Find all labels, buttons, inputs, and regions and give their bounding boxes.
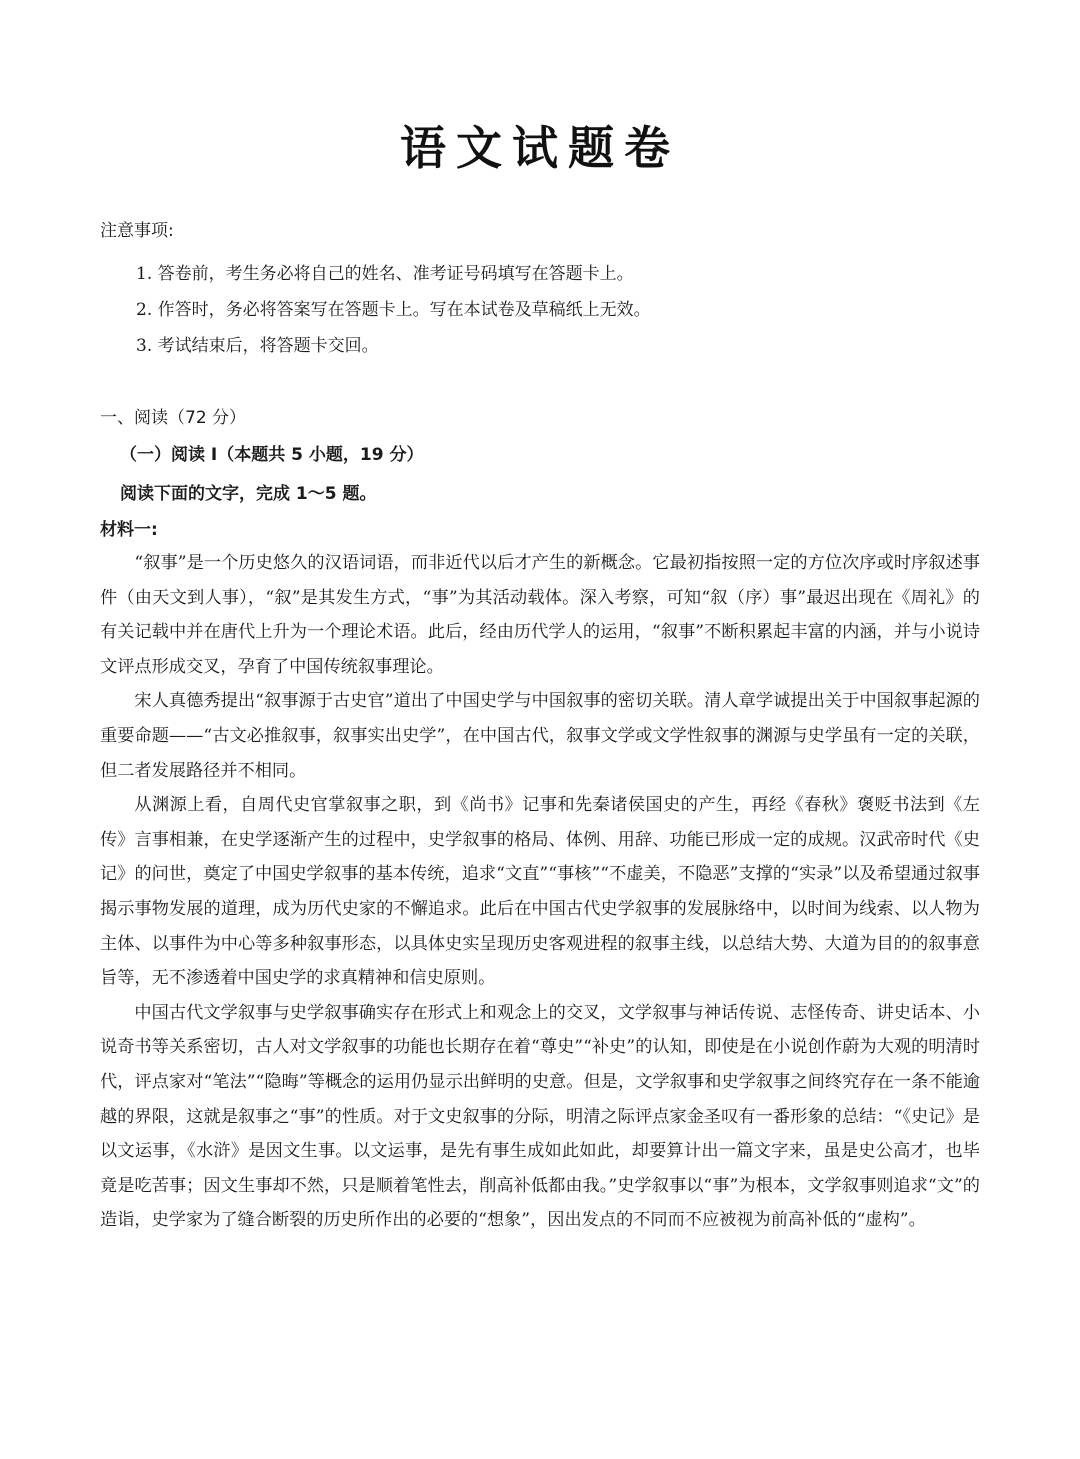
notice-item: 3. 考试结束后，将答题卡交回。 <box>136 336 379 356</box>
paragraph: 中国古代文学叙事与史学叙事确实存在形式上和观念上的交叉，文学叙事与神话传说、志怪传奇、讲史话本、小说奇书等关系密切，古人对文学叙事的功能也长期存在着“尊史”“补史”的认知，即使是在小说创作蔚为大观的明清时代，评点家对“笔法”“隐晦”等概念的运用仍显示出鲜明的史意。但是，文学叙事和史学叙事之间终究存在一条不能逾越的界限，这就是叙事之“事”的性质。对于文史叙事的分际，明清之际评点家金圣叹有一番形象的总结：“《史记》是以文运事，《水浒》是因文生事。以文运事，是先有事生成如此如此，却要算计出一篇文字来，虽是史公高才，也毕竟是吃苦事；因文生事却不然，只是顺着笔性去，削高补低都由我。”史学叙事以“事”为根本，文学叙事则追求“文”的造诣，史学家为了缝合断裂的历史所作出的必要的“想象”，因出发点的不同而不应被视为前高补低的“虚构”。 <box>100 1002 980 1231</box>
exam-title: 语文试题卷 <box>400 121 680 175</box>
notice-item: 2. 作答时，务必将答案写在答题卡上。写在本试卷及草稿纸上无效。 <box>136 300 651 320</box>
subsection-heading: （一）阅读 Ⅰ（本题共 5 小题，19 分） <box>120 445 424 465</box>
paragraph: 从渊源上看，自周代史官掌叙事之职，到《尚书》记事和先秦诸侯国史的产生，再经《春秋》褒贬书法到《左传》言事相兼，在史学逐渐产生的过程中，史学叙事的格局、体例、用辞、功能已形成一定的成规。汉武帝时代《史记》的问世，奠定了中国史学叙事的基本传统，追求“文直”“事核”“不虚美，不隐恶”支撑的“实录”以及希望通过叙事揭示事物发展的道理，成为历代史家的不懈追求。此后在中国古代史学叙事的发展脉络中，以时间为线索、以人物为主体、以事件为中心等多种叙事形态，以具体史实呈现历史客观进程的叙事主线，以总结大势、大道为目的的叙事意旨等，无不渗透着中国史学的求真精神和信史原则。 <box>100 795 980 989</box>
paragraph: 宋人真德秀提出“叙事源于古史官”道出了中国史学与中国叙事的密切关联。清人章学诚提出关于中国叙事起源的重要命题——“古文必推叙事，叙事实出史学”，在中国古代，叙事文学或文学性叙事的渊源与史学虽有一定的关联，但二者发展路径并不相同。 <box>100 691 980 781</box>
notice-heading: 注意事项: <box>100 221 174 241</box>
reading-instruction: 阅读下面的文字，完成 1～5 题。 <box>120 484 377 504</box>
notice-item: 1. 答卷前，考生务必将自己的姓名、准考证号码填写在答题卡上。 <box>136 264 634 284</box>
material-text <box>100 546 980 1238</box>
notice-list <box>136 256 651 364</box>
section-heading: 一、阅读（72 分） <box>100 408 247 428</box>
paragraph: “叙事”是一个历史悠久的汉语词语，而非近代以后才产生的新概念。它最初指按照一定的方位次序或时序叙述事件（由天文到人事），“叙”是其发生方式，“事”为其活动载体。深入考察，可知“叙（序）事”最迟出现在《周礼》的有关记载中并在唐代上升为一个理论术语。此后，经由历代学人的运用，“叙事”不断积累起丰富的内涵，并与小说诗文评点形成交叉，孕育了中国传统叙事理论。 <box>100 553 980 677</box>
material-label: 材料一: <box>100 520 158 540</box>
